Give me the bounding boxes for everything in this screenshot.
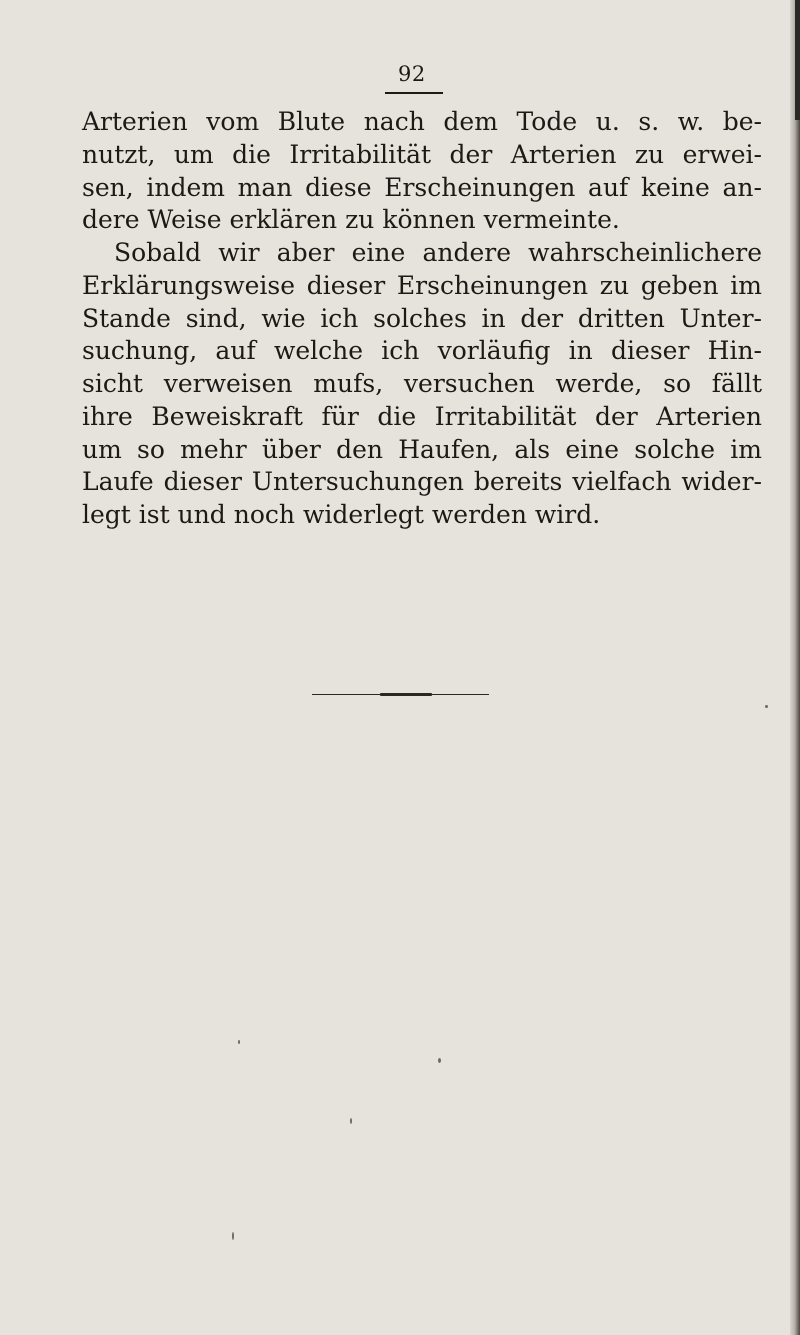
paragraph-1-line-1: Arterien vom Blute nach dem Tode u. s. w. be- <box>82 107 762 136</box>
paragraph-1-line-4: dere Weise erklären zu können vermeinte. <box>82 205 620 235</box>
paper-speck <box>438 1058 441 1063</box>
paragraph-2-line-7: um so mehr über den Haufen, als eine solche im <box>82 434 762 464</box>
paragraph-2-line-3: Stande sind, wie ich solches in der dritten Unter- <box>82 303 762 333</box>
paragraph-2-line-5: sicht verweisen mufs, versuchen werde, so fällt <box>82 369 762 398</box>
section-divider-ornament <box>380 693 432 696</box>
paragraph-2-line-9: legt ist und noch widerlegt werden wird. <box>82 500 601 529</box>
paragraph-1-line-2: nutzt, um die Irritabilität der Arterien zu erwei- <box>82 139 762 169</box>
paper-speck <box>350 1118 352 1124</box>
body-text <box>82 106 762 532</box>
paragraph-2-line-4: suchung, auf welche ich vorläufig in dieser Hin- <box>82 336 762 366</box>
paragraph-2-line-1: Sobald wir aber eine andere wahrscheinlichere <box>114 238 762 267</box>
page-edge-shadow <box>790 0 800 1335</box>
paper-speck <box>765 705 768 708</box>
paragraph-2-line-6: ihre Beweiskraft für die Irritabilität der Arterien <box>82 401 762 431</box>
page-edge-dark-strip <box>795 0 800 120</box>
paper-speck <box>232 1232 234 1240</box>
paragraph-2-line-2: Erklärungsweise dieser Erscheinungen zu geben im <box>82 270 762 300</box>
paragraph-1-line-3: sen, indem man diese Erscheinungen auf keine an- <box>82 172 762 202</box>
page-number: 92 <box>398 62 426 86</box>
paragraph-2-line-8: Laufe dieser Untersuchungen bereits vielfach wider- <box>82 467 762 497</box>
paper-speck <box>238 1040 240 1044</box>
page-number-underline <box>385 92 443 94</box>
